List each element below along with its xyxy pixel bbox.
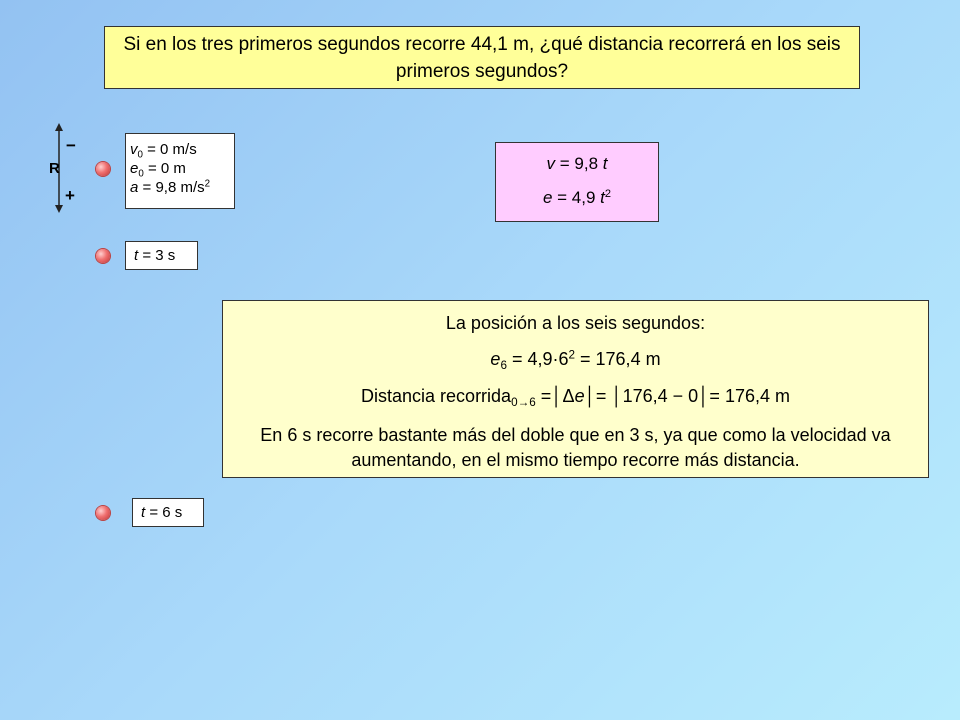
initial-velocity: $v_0 = 0$ m/s	[130, 141, 197, 161]
initial-conditions-box	[125, 133, 235, 209]
velocity-equation: v = 9,8 t	[546, 154, 608, 173]
time-label-6s: t = 6 s	[132, 498, 204, 527]
acceleration: a = 9,8 $m/s^2$	[130, 178, 211, 196]
position-at-6s: $e_6 = 4,9\cdot 6^2 = 176,4$ m	[490, 348, 661, 373]
initial-position: $e_0 = 0$ m	[130, 160, 186, 180]
position-dot-initial	[96, 162, 110, 176]
position-dot-6s	[96, 506, 110, 520]
time-label-3s: t = 3 s	[125, 241, 198, 270]
axis-positive-sign: +	[65, 186, 75, 205]
problem-question: Si en los tres primeros segundos recorre 44,1 m, ¿qué distancia recorrerá en los seis primeros segundos?	[123, 34, 841, 82]
answer-explanation: En 6 s recorre bastante más del doble que en 3 s, ya que como la velocidad va aumentando, en el mismo tiempo recorre más distancia.	[260, 425, 891, 470]
axis-label: R	[49, 160, 60, 177]
answer-heading: La posición a los seis segundos:	[445, 313, 706, 333]
problem-statement-box	[104, 26, 860, 89]
distance-travelled: Distancia recorrida$_{0\to 6}$ =│Δe│= │176,4 − 0│= 176,4 m	[361, 386, 790, 410]
position-dot-3s	[96, 249, 110, 263]
position-equation: e = 4,9 $t^2$	[542, 187, 612, 207]
axis-negative-sign: −	[66, 136, 76, 155]
equations-box	[495, 142, 659, 222]
reference-axis	[40, 122, 90, 214]
answer-box	[222, 300, 929, 478]
